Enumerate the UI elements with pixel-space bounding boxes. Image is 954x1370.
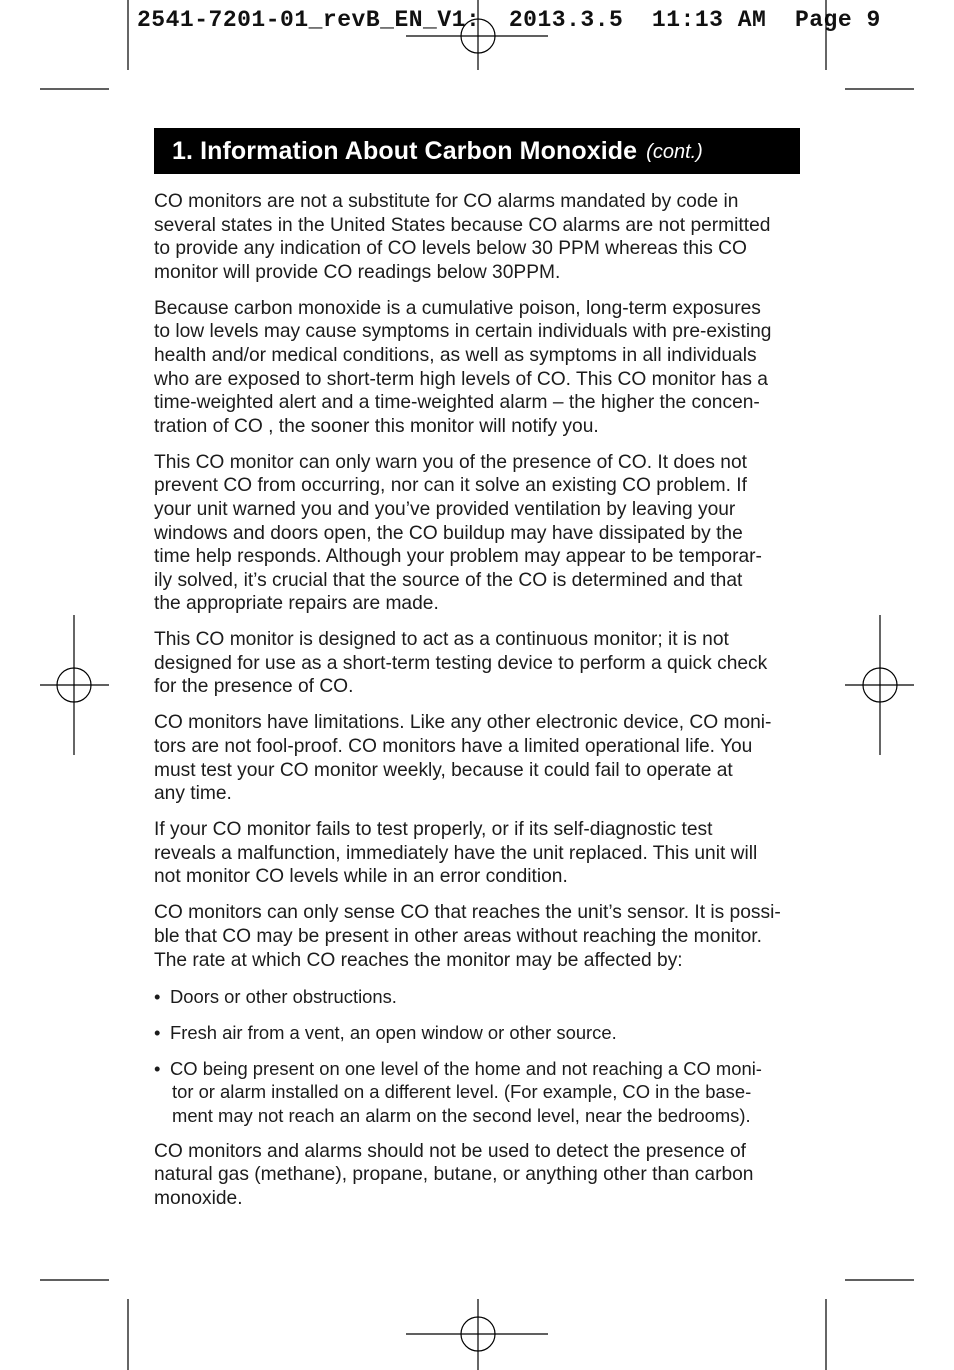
slug-file-name: 2541-7201-01_revB_EN_V1: bbox=[137, 7, 481, 33]
body-paragraph bbox=[154, 901, 802, 972]
text-line: monitor will provide CO readings below 30PPM. bbox=[154, 261, 561, 283]
text-line: natural gas (methane), propane, butane, or anything other than carbon bbox=[154, 1164, 754, 1186]
bullet-item bbox=[154, 1057, 802, 1128]
text-line: to provide any indication of CO levels below 30 PPM whereas this CO bbox=[154, 238, 747, 260]
body-paragraph bbox=[154, 711, 802, 805]
text-line: Because carbon monoxide is a cumulative poison, long-term exposures bbox=[154, 297, 761, 319]
text-line: CO being present on one level of the home and not reaching a CO moni- bbox=[170, 1057, 762, 1079]
text-line: several states in the United States because CO alarms are not permitted bbox=[154, 214, 771, 236]
body-paragraph bbox=[154, 190, 802, 284]
text-line: Doors or other obstructions. bbox=[170, 985, 397, 1007]
text-line: prevent CO from occurring, nor can it solve an existing CO problem. If bbox=[154, 475, 747, 497]
text-line: CO monitors can only sense CO that reaches the unit’s sensor. It is possi- bbox=[154, 902, 781, 924]
text-line: windows and doors open, the CO buildup may have dissipated by the bbox=[154, 522, 743, 544]
text-line: tor or alarm installed on a different level. (For example, CO in the base- bbox=[172, 1081, 752, 1103]
text-line: ily solved, it’s crucial that the source of the CO is determined and that bbox=[154, 569, 743, 591]
text-line: not monitor CO levels while in an error condition. bbox=[154, 866, 568, 888]
text-line: any time. bbox=[154, 783, 232, 805]
text-line: If your CO monitor fails to test properly, or if its self-diagnostic test bbox=[154, 819, 713, 841]
slug-time: 11:13 AM bbox=[651, 7, 767, 33]
text-line: the appropriate repairs are made. bbox=[154, 593, 439, 615]
text-line: must test your CO monitor weekly, because it could fail to operate at bbox=[154, 759, 733, 781]
body-paragraph bbox=[154, 451, 802, 616]
section-continued-label: (cont.) bbox=[646, 141, 703, 163]
text-line: tors are not fool-proof. CO monitors have a limited operational life. You bbox=[154, 736, 753, 758]
text-line: your unit warned you and you’ve provided ventilation by leaving your bbox=[154, 498, 736, 520]
slug-date: 2013.3.5 bbox=[508, 7, 624, 33]
text-line: CO monitors have limitations. Like any other electronic device, CO moni- bbox=[154, 712, 772, 734]
body-paragraph bbox=[154, 818, 802, 889]
text-line: health and/or medical conditions, as well as symptoms in all individuals bbox=[154, 344, 757, 366]
page-body bbox=[154, 190, 802, 1223]
section-header bbox=[154, 128, 800, 174]
text-line: who are exposed to short-term high levels of CO. This CO monitor has a bbox=[154, 368, 768, 390]
text-line: CO monitors are not a substitute for CO alarms mandated by code in bbox=[154, 191, 739, 212]
bullet-marker: • bbox=[154, 1021, 161, 1043]
body-paragraph bbox=[154, 628, 802, 699]
text-line: time-weighted alert and a time-weighted alarm – the higher the concen- bbox=[154, 392, 760, 414]
text-line: CO monitors and alarms should not be used to detect the presence of bbox=[154, 1140, 746, 1162]
text-line: reveals a malfunction, immediately have the unit replaced. This unit will bbox=[154, 842, 758, 864]
closing-paragraph bbox=[154, 1140, 802, 1211]
registration-mark-left bbox=[40, 615, 109, 755]
registration-mark-right bbox=[845, 615, 914, 755]
registration-mark-top bbox=[406, 0, 548, 70]
text-line: to low levels may cause symptoms in certain individuals with pre-existing bbox=[154, 321, 772, 343]
text-line: The rate at which CO reaches the monitor may be affected by: bbox=[154, 949, 683, 971]
bullet-item bbox=[154, 985, 802, 1009]
text-line: ment may not reach an alarm on the second level, near the bedrooms). bbox=[172, 1104, 751, 1126]
text-line: This CO monitor can only warn you of the presence of CO. It does not bbox=[154, 451, 747, 473]
bullet-marker: • bbox=[154, 1057, 161, 1079]
text-line: for the presence of CO. bbox=[154, 676, 354, 698]
registration-mark-bottom bbox=[406, 1299, 548, 1370]
text-line: time help responds. Although your problem may appear to be temporar- bbox=[154, 546, 762, 568]
text-line: Fresh air from a vent, an open window or other source. bbox=[170, 1021, 617, 1043]
bullet-list bbox=[154, 985, 802, 1128]
paragraph-group bbox=[154, 190, 802, 972]
text-line: ble that CO may be present in other areas without reaching the monitor. bbox=[154, 925, 762, 947]
body-paragraph bbox=[154, 297, 802, 439]
text-line: designed for use as a short-term testing device to perform a quick check bbox=[154, 652, 768, 674]
slug-page-label: Page 9 bbox=[794, 7, 881, 33]
text-line: This CO monitor is designed to act as a continuous monitor; it is not bbox=[154, 629, 729, 651]
text-line: monoxide. bbox=[154, 1187, 243, 1209]
bullet-item bbox=[154, 1021, 802, 1045]
bullet-marker: • bbox=[154, 985, 161, 1007]
text-line: tration of CO , the sooner this monitor will notify you. bbox=[154, 415, 599, 437]
section-title: 1. Information About Carbon Monoxide bbox=[172, 136, 638, 165]
